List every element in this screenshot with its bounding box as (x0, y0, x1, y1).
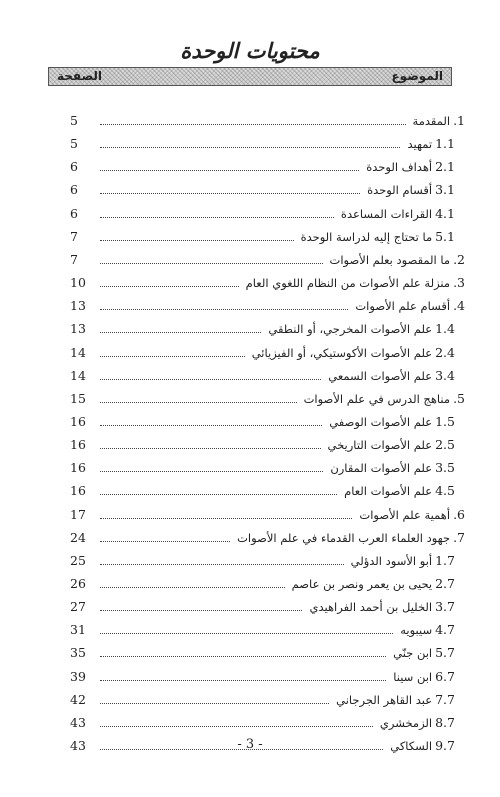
toc-entry (70, 525, 465, 545)
toc-entry-page: 24 (70, 529, 86, 545)
dot-leader (100, 263, 323, 264)
dot-leader (100, 240, 294, 241)
dot-leader (100, 448, 321, 449)
toc-entry-title: ما تحتاج إليه لدراسة الوحدة (300, 229, 433, 244)
toc-entry-page: 16 (70, 437, 86, 453)
toc-entry-title: يحيى بن يعمر ونصر بن عاصم (291, 577, 433, 591)
toc-entry-page: 6 (70, 205, 78, 221)
toc-entry-number: 3.1 (435, 182, 455, 198)
dot-leader (100, 610, 302, 611)
toc-entry-page: 6 (70, 182, 78, 198)
toc-entry-number: 1.5 (435, 413, 455, 429)
dot-leader (100, 494, 337, 495)
toc-entry-number: 2.7 (435, 576, 455, 591)
toc-entry (70, 386, 465, 406)
toc-entry-page: 13 (70, 321, 86, 337)
toc-entry-number: 2.4 (435, 344, 455, 360)
toc-subentry (70, 640, 465, 660)
dot-leader (100, 170, 359, 171)
dot-leader (100, 471, 323, 472)
toc-entry-number: 5.7 (435, 645, 455, 661)
toc-subentry (70, 177, 465, 197)
toc-entry-page: 43 (70, 738, 86, 754)
toc-entry-page: 39 (70, 668, 86, 684)
toc-entry-number: .7 (453, 529, 465, 545)
toc-entry-title: علم الأصوات المقارن (330, 461, 433, 476)
toc-entry-page: 26 (70, 576, 86, 591)
toc-entry-title: علم الأصوات التاريخي (327, 438, 433, 453)
toc-entry-page: 27 (70, 599, 86, 615)
toc-entry-title: أبو الأسود الدؤلي (350, 553, 433, 568)
toc-subentry (70, 154, 465, 174)
dot-leader (100, 286, 239, 287)
toc-subentry (70, 571, 465, 591)
toc-entry-page: 13 (70, 298, 86, 314)
toc-entry-page: 5 (70, 113, 78, 128)
toc-entry-page: 14 (70, 367, 86, 383)
toc-entry-page: 14 (70, 344, 86, 360)
dot-leader (100, 564, 344, 565)
toc-entry-title: سيبويه (400, 623, 433, 638)
toc-entry-page: 16 (70, 413, 86, 429)
toc-subentry (70, 409, 465, 429)
dot-leader (100, 680, 386, 681)
toc-entry-title: ما المقصود بعلم الأصوات (329, 252, 451, 267)
toc-entry-title: السكاكي (390, 739, 433, 754)
dot-leader (100, 193, 360, 194)
dot-leader (100, 726, 373, 727)
topic-column-header: الموضوع (391, 69, 443, 83)
dot-leader (100, 425, 322, 426)
toc-subentry (70, 131, 465, 151)
dot-leader (100, 379, 321, 380)
toc-entry-page: 16 (70, 483, 86, 499)
toc-entry-page: 10 (70, 275, 86, 291)
toc-entry-page: 35 (70, 645, 86, 661)
toc-entry-title: أقسام الوحدة (367, 183, 433, 198)
toc-entry-page: 15 (70, 390, 86, 406)
toc-entry-page: 6 (70, 159, 78, 175)
toc-entry-title: علم الأصوات الوصفي (329, 414, 433, 429)
toc-subentry (70, 617, 465, 637)
toc-entry-number: .2 (453, 251, 465, 267)
dot-leader (100, 309, 348, 310)
page-title: محتويات الوحدة (180, 38, 320, 63)
toc-entry-title: عبد القاهر الجرجاني (336, 692, 433, 707)
toc-subentry (70, 548, 465, 568)
toc-entry-number: 8.7 (435, 714, 455, 730)
toc-entry-title: علم الأصوات المخرجي، أو النطقي (268, 322, 433, 337)
toc-entry-number: .3 (453, 275, 465, 291)
toc-entry-page: 25 (70, 552, 86, 568)
toc-entry-number: 7.7 (435, 691, 455, 707)
toc-entry-number: 5.1 (435, 228, 455, 244)
dot-leader (100, 518, 352, 519)
dot-leader (100, 633, 393, 634)
toc-entry-number: 1.4 (435, 321, 455, 337)
toc-entry-page: 5 (70, 136, 78, 152)
toc-entry-title: علم الأصوات الأكوستيكي، أو الفيزيائي (251, 345, 433, 360)
dot-leader (100, 703, 329, 704)
toc-entry-title: الخليل بن أحمد الفراهيدي (309, 600, 433, 615)
toc-subentry (70, 710, 465, 730)
toc-entry-title: منزلة علم الأصوات من النظام اللغوي العام (245, 276, 451, 291)
toc-entry-title: جهود العلماء العرب القدماء في علم الأصوات (237, 530, 451, 545)
page-number: - 3 - (237, 737, 263, 752)
toc-entry-number: 1.7 (435, 552, 455, 568)
toc-entry-page: 17 (70, 506, 86, 522)
toc-entry (70, 247, 465, 267)
dot-leader (100, 656, 386, 657)
toc-entry-title: أقسام علم الأصوات (355, 299, 451, 314)
toc-subentry (70, 316, 465, 336)
toc-subentry (70, 594, 465, 614)
toc-subentry (70, 432, 465, 452)
toc-subentry (70, 687, 465, 707)
toc-subentry (70, 224, 465, 244)
toc-header-bar (48, 67, 452, 86)
toc-entry (70, 108, 465, 128)
toc-entry-title: أهداف الوحدة (366, 160, 433, 175)
toc-entry-number: 2.1 (435, 159, 455, 175)
toc-entry-number: 4.5 (435, 483, 455, 499)
toc-subentry (70, 201, 465, 221)
toc-entry (70, 502, 465, 522)
toc-entry-number: .4 (453, 298, 465, 314)
toc-entry-page: 7 (70, 228, 78, 244)
dot-leader (100, 356, 245, 357)
toc-entry-title: ابن سينا (393, 669, 433, 684)
toc-entry-title: ابن جنّي (393, 646, 433, 661)
toc-entry-title: القراءات المساعدة (340, 206, 433, 221)
toc-entry-number: .5 (453, 390, 465, 406)
toc-entry-number: 6.7 (435, 668, 455, 684)
toc-subentry (70, 478, 465, 498)
toc-entry-number: .1 (453, 113, 465, 128)
dot-leader (100, 217, 334, 218)
toc-subentry (70, 340, 465, 360)
toc-entry-number: 4.7 (435, 622, 455, 638)
toc-entry-number: 2.5 (435, 437, 455, 453)
toc-entry-title: علم الأصوات السمعي (328, 368, 433, 383)
toc-entry-number: 3.7 (435, 599, 455, 615)
toc-entry-page: 43 (70, 714, 86, 730)
page-column-header: الصفحة (57, 69, 103, 83)
toc-entry-number: 3.4 (435, 367, 455, 383)
toc-entry-page: 16 (70, 460, 86, 476)
toc-entry-page: 31 (70, 622, 86, 638)
dot-leader (100, 124, 406, 125)
toc-subentry (70, 455, 465, 475)
dot-leader (100, 541, 230, 542)
toc-entry-title: الزمخشري (379, 715, 433, 730)
dot-leader (100, 332, 261, 333)
toc-entry-page: 7 (70, 251, 78, 267)
dot-leader (100, 147, 400, 148)
dot-leader (100, 402, 297, 403)
toc-entry-title: تمهيد (407, 137, 433, 152)
toc-entry-number: 1.1 (435, 136, 455, 152)
toc-entry-number: 3.5 (435, 460, 455, 476)
toc-entry-title: علم الأصوات العام (344, 484, 433, 499)
dot-leader (100, 587, 285, 588)
toc-entry-number: 9.7 (435, 738, 455, 754)
toc-subentry (70, 363, 465, 383)
toc-entry (70, 270, 465, 290)
toc-entry-page: 42 (70, 691, 86, 707)
toc-subentry (70, 664, 465, 684)
toc-entry-title: أهمية علم الأصوات (359, 507, 451, 522)
toc-entry-number: 4.1 (435, 205, 455, 221)
toc-entry-title: المقدمة (412, 114, 451, 128)
toc-entry-title: مناهج الدرس في علم الأصوات (303, 391, 451, 406)
toc-entry (70, 293, 465, 313)
toc-entry-number: .6 (453, 506, 465, 522)
